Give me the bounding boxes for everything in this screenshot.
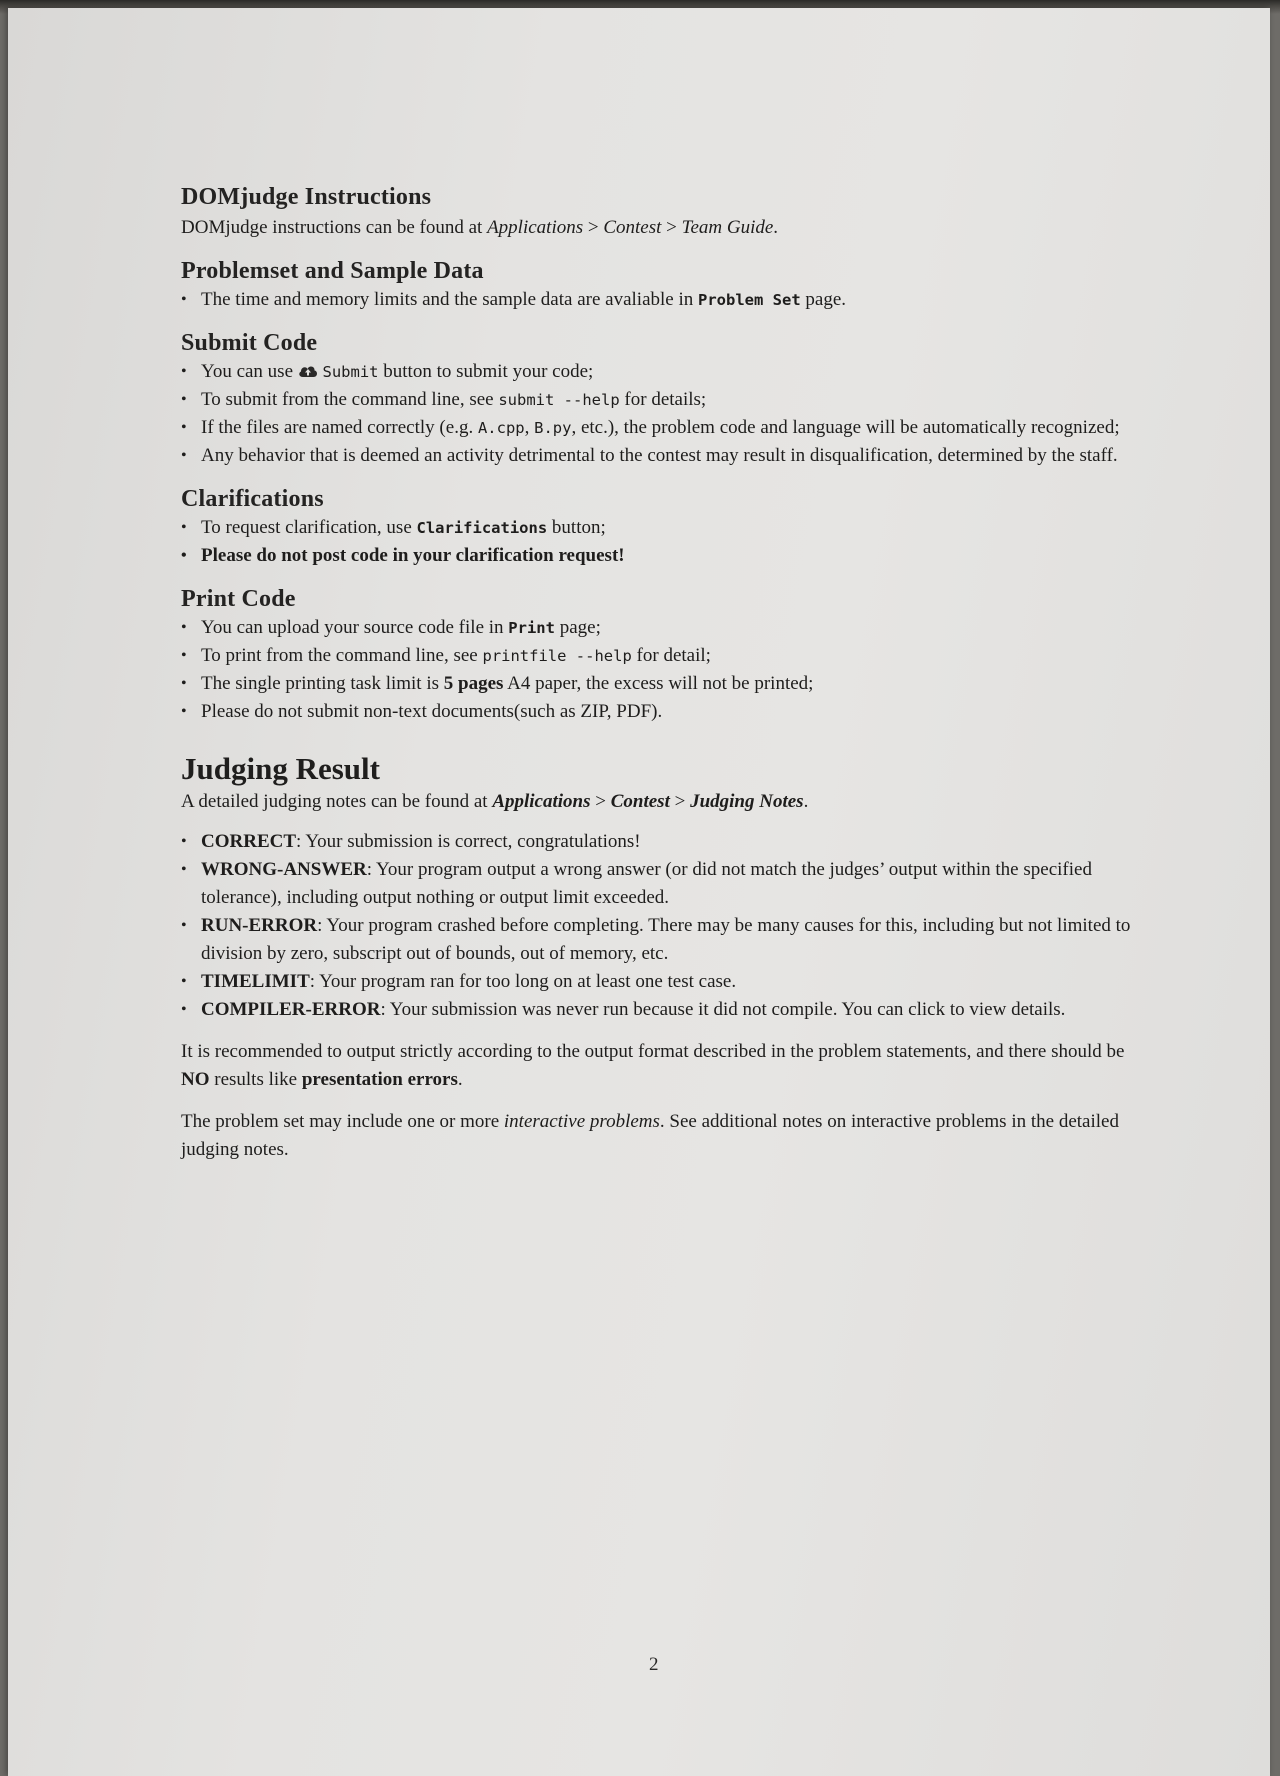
code-a-cpp: A.cpp [477,419,525,437]
section-clarifications [181,484,1131,570]
cloud-upload-icon [298,364,318,378]
list-item: • You can upload your source code file in Print page; [181,614,1131,642]
section-submit-code [181,328,1131,470]
result-item: • COMPILER-ERROR: Your submission was never run because it did not compile. You can click to view details. [181,996,1131,1024]
result-term: TIMELIMIT [201,971,310,992]
result-item: • WRONG-ANSWER: Your program output a wrong answer (or did not match the judges’ output within the specified tolerance), including output nothing or output limit exceeded. [181,856,1131,912]
path-contest: Contest [610,791,670,812]
domjudge-intro: DOMjudge instructions can be found at Applications > Contest > Team Guide. [181,217,779,238]
path-judging-notes: Judging Notes [690,791,804,812]
list-item: • The time and memory limits and the sample data are avaliable in Problem Set page. [181,286,1131,314]
code-problem-set: Problem Set [698,291,801,309]
section-print-code [181,584,1131,726]
code-printfile-help: printfile --help [482,647,632,665]
section-heading: Print Code [181,586,296,612]
result-term: CORRECT [201,831,297,852]
result-term: COMPILER-ERROR [201,999,381,1020]
path-contest: Contest [603,217,662,238]
bullet-list [181,358,1131,470]
interactive-note: The problem set may include one or more interactive problems. See additional notes on interactive problems in the detailed judging notes. [181,1111,1119,1160]
path-applications: Applications [487,217,584,238]
section-heading: DOMjudge Instructions [181,184,432,210]
path-team-guide: Team Guide [681,217,774,238]
section-judging-result [181,750,1131,1164]
page-number: 2 [649,1654,659,1675]
page-limit: 5 pages [443,673,504,694]
section-domjudge-instructions [181,182,1131,242]
output-format-note: It is recommended to output strictly according to the output format described in the problem statements, and there should be NO results like presentation errors. [181,1041,1125,1090]
section-heading: Submit Code [181,330,318,356]
path-applications: Applications [492,791,591,812]
list-item: • To submit from the command line, see submit --help for details; [181,386,1131,414]
code-clarifications: Clarifications [416,519,548,537]
section-heading: Clarifications [181,486,324,512]
code-submit-help: submit --help [498,391,620,409]
code-b-py: B.py [534,419,572,437]
list-item: • To request clarification, use Clarifications button; [181,514,1131,542]
list-item: • To print from the command line, see printfile --help for detail; [181,642,1131,670]
section-problemset [181,256,1131,314]
bullet-list [181,286,1131,314]
list-item: • You can use Submit button to submit your code; [181,358,1131,386]
result-item: • CORRECT: Your submission is correct, congratulations! [181,828,1131,856]
result-term: WRONG-ANSWER [201,859,367,880]
section-heading: Judging Result [181,751,380,786]
list-item: • Please do not submit non-text documents(such as ZIP, PDF). [181,698,1131,726]
result-list [181,828,1131,1024]
judging-intro: A detailed judging notes can be found at Applications > Contest > Judging Notes. [181,791,809,812]
section-heading: Problemset and Sample Data [181,258,484,284]
code-print: Print [508,619,555,637]
result-item: • TIMELIMIT: Your program ran for too long on at least one test case. [181,968,1131,996]
list-item: • Please do not post code in your clarification request! [181,542,1131,570]
list-item: • If the files are named correctly (e.g. A.cpp, B.py, etc.), the problem code and language will be automatically recognized; [181,414,1131,442]
document-page [8,8,1270,1776]
bullet-list [181,514,1131,570]
code-submit: Submit [322,363,379,381]
result-item: • RUN-ERROR: Your program crashed before completing. There may be many causes for this, including but not limited to division by zero, subscript out of bounds, out of memory, etc. [181,912,1131,968]
page-content [181,182,1131,1164]
list-item: • Any behavior that is deemed an activity detrimental to the contest may result in disqualification, determined by the staff. [181,442,1131,470]
list-item: • The single printing task limit is 5 pages A4 paper, the excess will not be printed; [181,670,1131,698]
result-term: RUN-ERROR [201,915,318,936]
bullet-list [181,614,1131,726]
